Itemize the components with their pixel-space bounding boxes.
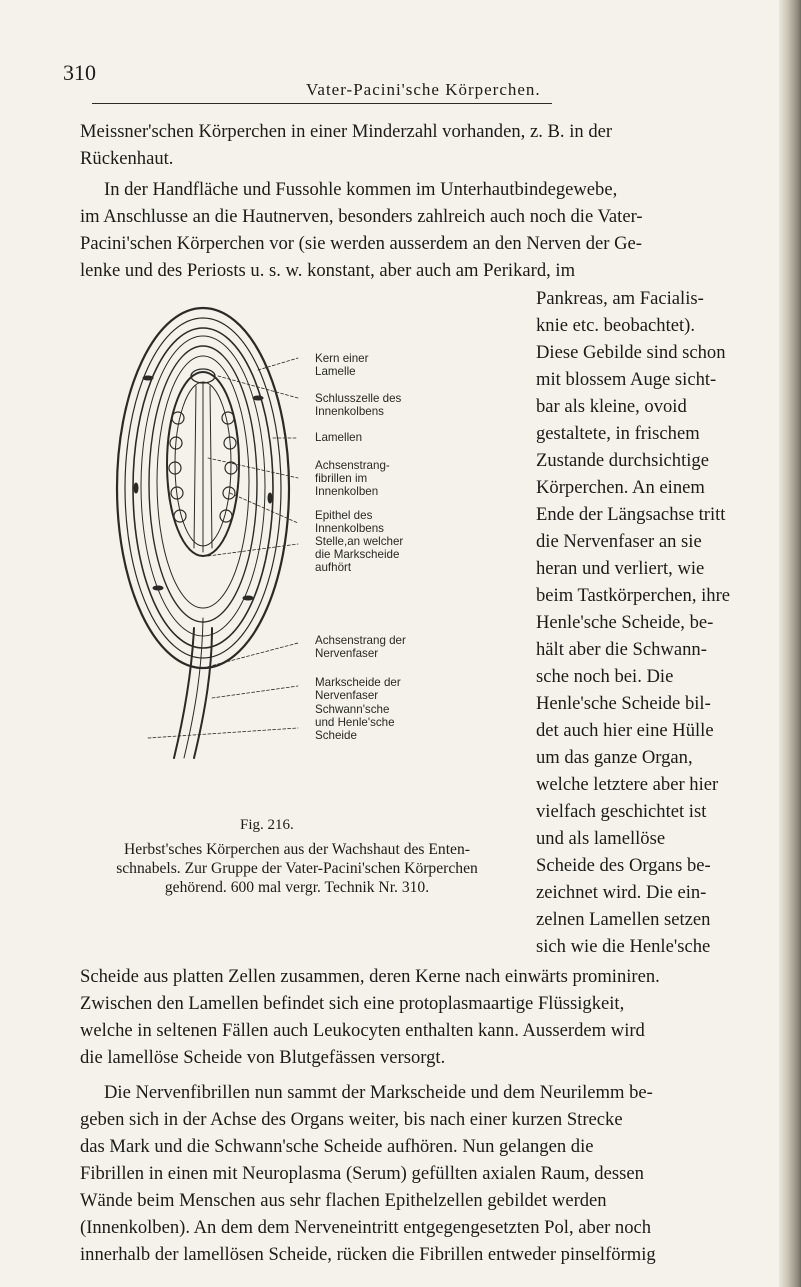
text-line: heran und verliert, wie	[536, 558, 705, 579]
text-line: Henle'sche Scheide, be-	[536, 612, 714, 633]
header-rule	[92, 103, 552, 104]
side-column-text	[536, 285, 740, 960]
fig-label-schwann-henle: Schwann'sche und Henle'sche Scheide	[315, 703, 395, 742]
text-line: Zwischen den Lamellen befindet sich eine protoplasmaartige Flüssigkeit,	[80, 993, 625, 1014]
text-line: Meissner'schen Körperchen in einer Minderzahl vorhanden, z. B. in der	[80, 121, 613, 142]
caption-line: schnabels. Zur Gruppe der Vater-Pacini'schen Körperchen	[116, 860, 478, 877]
text-line: und als lamellöse	[536, 828, 666, 849]
text-line: sich wie die Henle'sche	[536, 936, 711, 957]
text-line: mit blossem Auge sicht-	[536, 369, 717, 390]
text-line: (Innenkolben). An dem dem Nerveneintritt entgegengesetzten Pol, aber noch	[80, 1217, 652, 1238]
text-line: zeichnet wird. Die ein-	[536, 882, 707, 903]
paragraph-3	[80, 1079, 740, 1268]
text-line: det auch hier eine Hülle	[536, 720, 714, 741]
text-line: Fibrillen in einen mit Neuroplasma (Serum) gefüllten axialen Raum, dessen	[80, 1163, 644, 1184]
text-line: die lamellöse Scheide von Blutgefässen versorgt.	[80, 1047, 446, 1068]
page-number: 310	[63, 60, 96, 85]
fig-label-kern-lamelle: Kern einer Lamelle	[315, 352, 369, 378]
text-line: vielfach geschichtet ist	[536, 801, 707, 822]
text-line: innerhalb der lamellösen Scheide, rücken die Fibrillen entweder pinselförmig	[80, 1244, 656, 1265]
text-line: Henle'sche Scheide bil-	[536, 693, 711, 714]
text-line: welche letztere aber hier	[536, 774, 719, 795]
text-line: im Anschlusse an die Hautnerven, besonders zahlreich auch noch die Vater-	[80, 206, 643, 227]
text-line: die Nervenfaser an sie	[536, 531, 702, 552]
text-line: Die Nervenfibrillen nun sammt der Markscheide und dem Neurilemm be-	[104, 1082, 653, 1103]
text-line: Wände beim Menschen aus sehr flachen Epithelzellen gebildet werden	[80, 1190, 607, 1211]
text-line: geben sich in der Achse des Organs weiter, bis nach einer kurzen Strecke	[80, 1109, 623, 1130]
text-line: hält aber die Schwann-	[536, 639, 707, 660]
fig-label-markscheide-nervenfaser: Markscheide der Nervenfaser	[315, 676, 401, 702]
running-header: Vater-Pacini'sche Körperchen.	[306, 80, 541, 99]
text-line: knie etc. beobachtet).	[536, 315, 696, 336]
fig-label-epithel: Epithel des Innenkolbens	[315, 509, 384, 535]
text-line: Ende der Längsachse tritt	[536, 504, 726, 525]
text-line: zelnen Lamellen setzen	[536, 909, 711, 930]
fig-label-achsenstrangfibrillen: Achsenstrang- fibrillen im Innenkolben	[315, 459, 390, 498]
text-line: welche in seltenen Fällen auch Leukocyten enthalten kann. Ausserdem wird	[80, 1020, 645, 1041]
fig-label-markscheide-ende: Stelle,an welcher die Markscheide aufhört	[315, 535, 404, 574]
figure-caption	[82, 840, 512, 897]
text-line: Rückenhaut.	[80, 148, 174, 169]
text-line: Zustande durchsichtige	[536, 450, 709, 471]
fig-label-schlusszelle: Schlusszelle des Innenkolbens	[315, 392, 402, 418]
paragraph-2	[80, 176, 740, 284]
paragraph-2-continued	[80, 963, 740, 1071]
text-line: sche noch bei. Die	[536, 666, 674, 687]
text-line: beim Tastkörperchen, ihre	[536, 585, 731, 606]
text-line: Pacini'schen Körperchen vor (sie werden ausserdem an den Nerven der Ge-	[80, 233, 642, 254]
text-line: gestaltete, in frischem	[536, 423, 700, 444]
text-line: das Mark und die Schwann'sche Scheide aufhören. Nun gelangen die	[80, 1136, 594, 1157]
fig-label-achsenstrang-nervenfaser: Achsenstrang der Nervenfaser	[315, 634, 406, 660]
caption-line: Herbst'sches Körperchen aus der Wachshaut des Enten-	[124, 841, 470, 858]
paragraph-1	[80, 118, 740, 172]
text-line: bar als kleine, ovoid	[536, 396, 687, 417]
text-line: um das ganze Organ,	[536, 747, 693, 768]
caption-line: gehörend. 600 mal vergr. Technik Nr. 310.	[164, 879, 430, 896]
text-line: Diese Gebilde sind schon	[536, 342, 726, 363]
page-edge-shadow	[779, 0, 801, 1287]
text-line: Scheide des Organs be-	[536, 855, 711, 876]
text-line: Pankreas, am Facialis-	[536, 288, 704, 309]
text-line: lenke und des Periosts u. s. w. konstant, aber auch am Perikard, im	[80, 260, 576, 281]
figure-number: Fig. 216.	[240, 817, 294, 833]
text-line: Scheide aus platten Zellen zusammen, deren Kerne nach einwärts prominiren.	[80, 966, 660, 987]
text-line: In der Handfläche und Fussohle kommen im Unterhautbindegewebe,	[104, 179, 618, 200]
fig-label-lamellen: Lamellen	[315, 431, 363, 444]
text-line: Körperchen. An einem	[536, 477, 705, 498]
